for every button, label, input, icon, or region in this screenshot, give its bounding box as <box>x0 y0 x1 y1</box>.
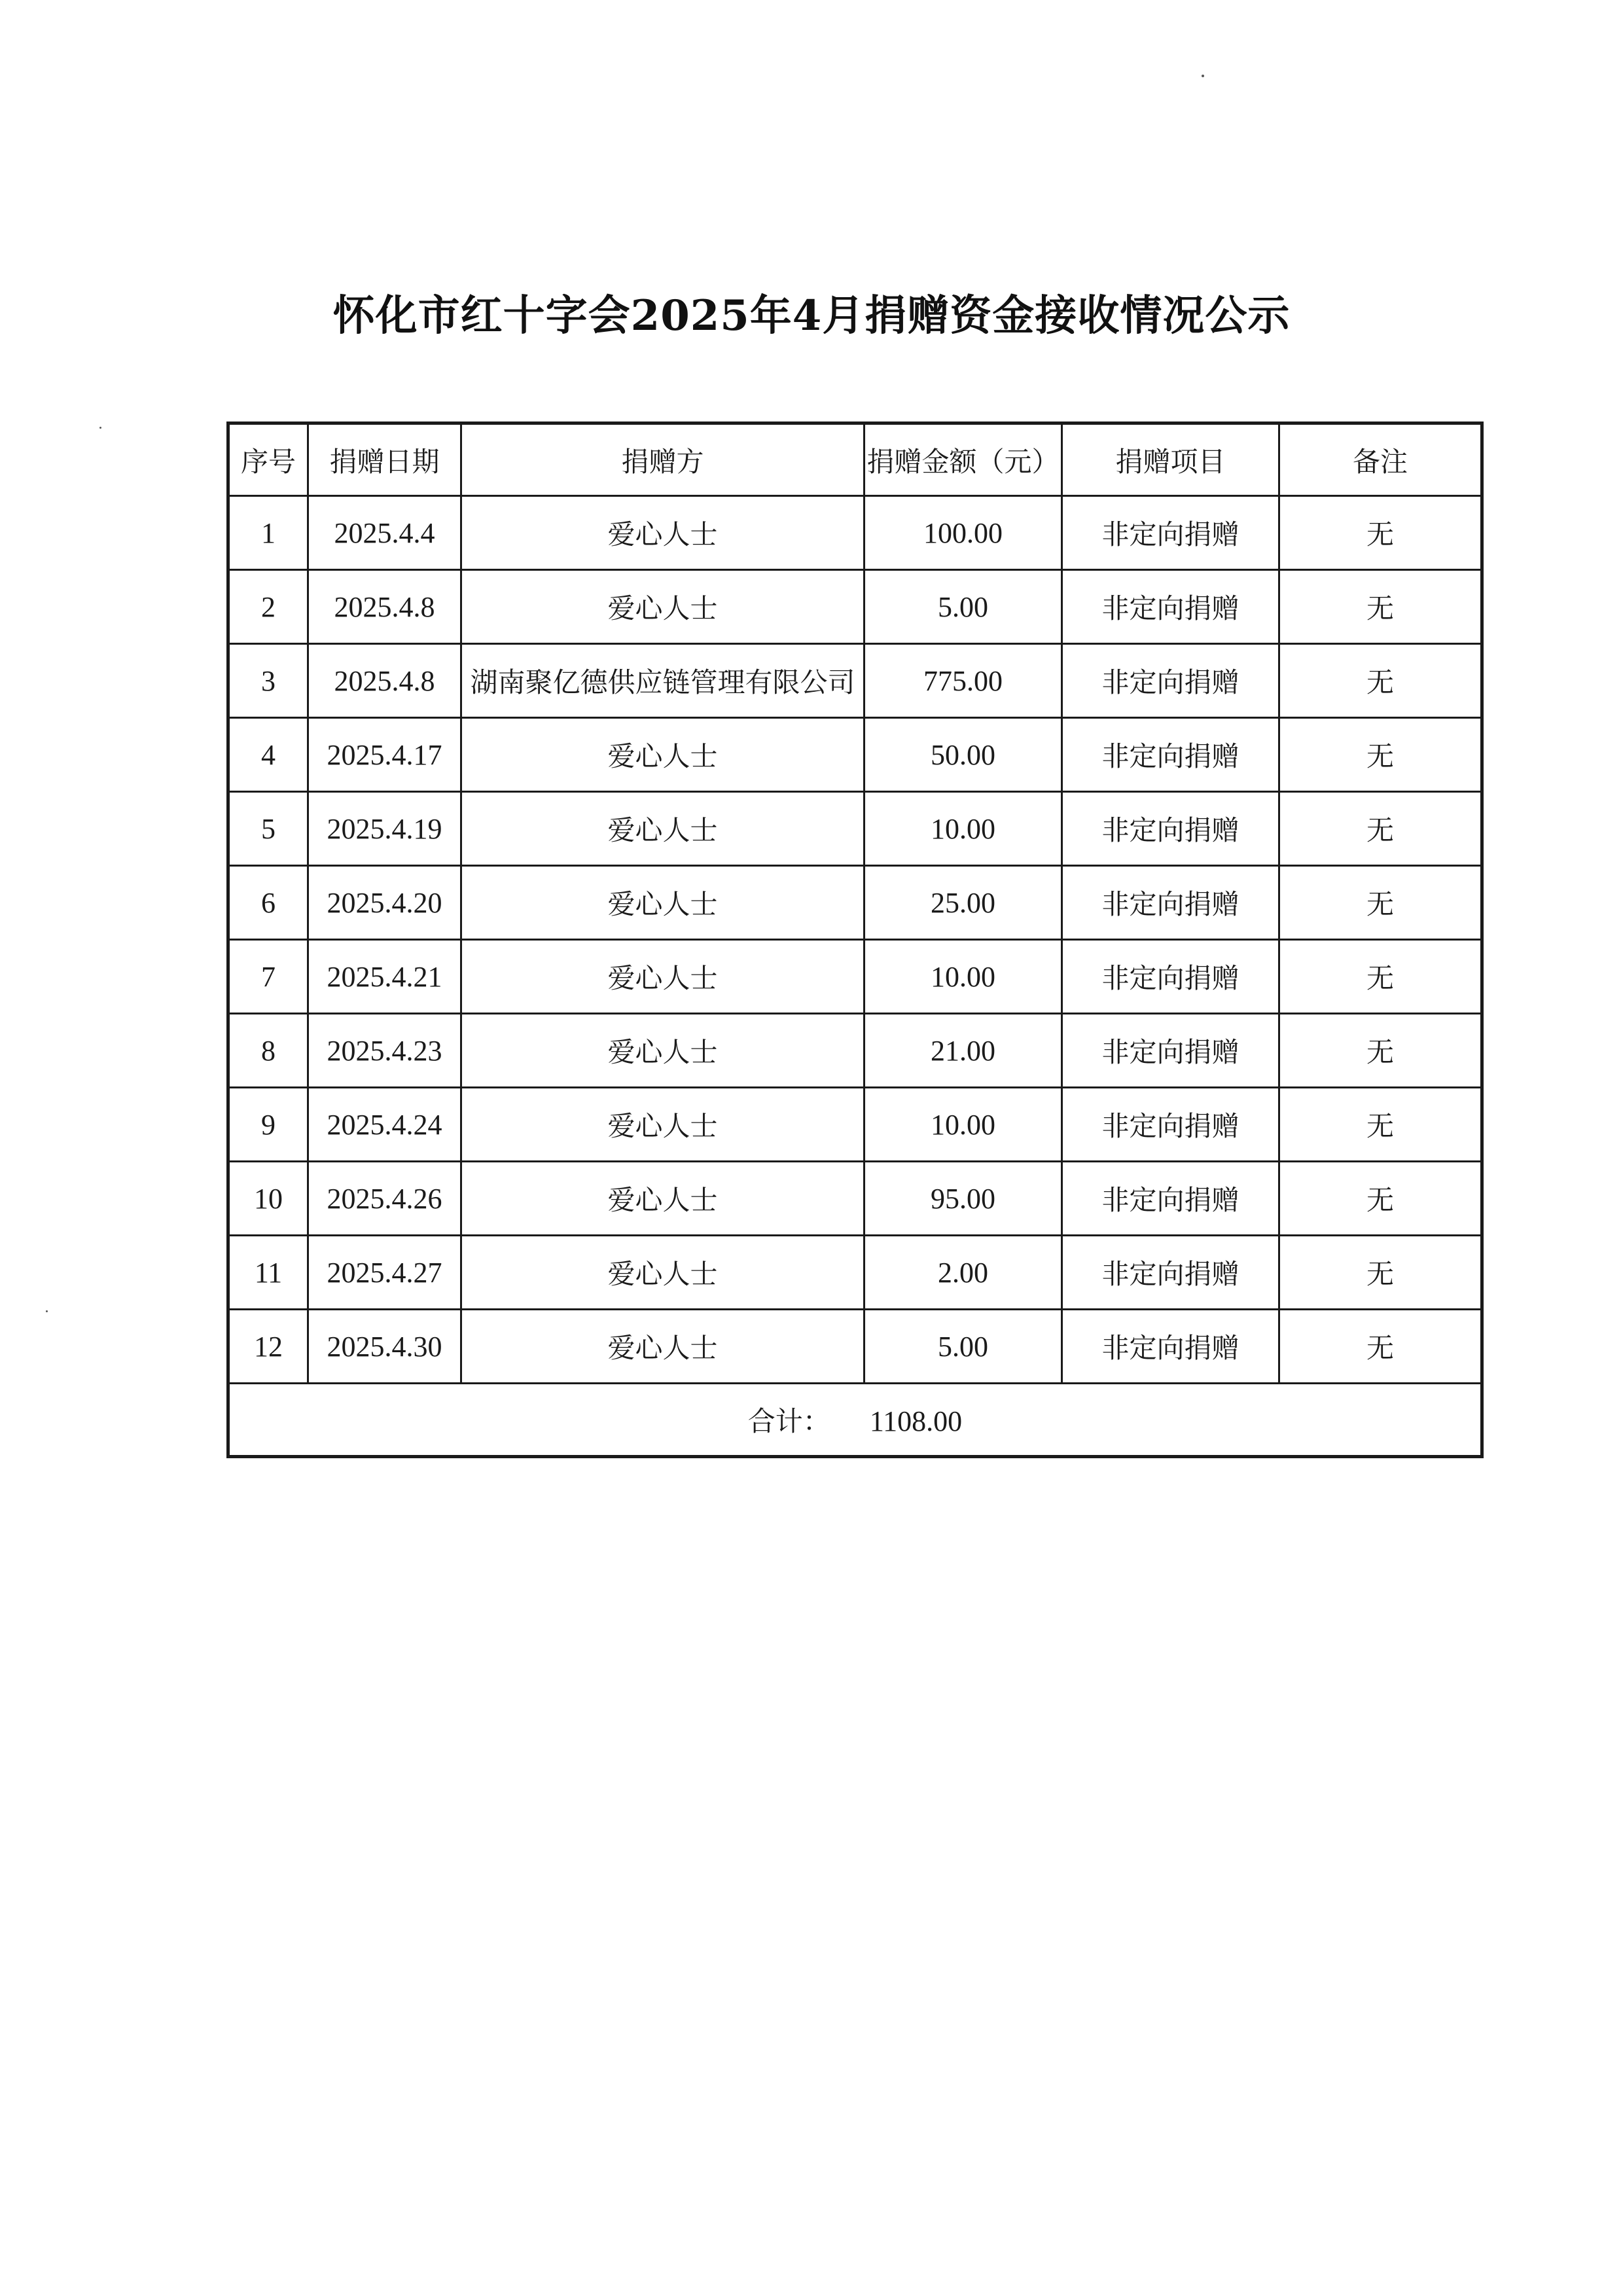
cell-date: 2025.4.8 <box>308 570 461 644</box>
cell-project: 非定向捐赠 <box>1062 866 1279 940</box>
table-row <box>228 1014 1482 1088</box>
cell-date: 2025.4.24 <box>308 1088 461 1162</box>
cell-date: 2025.4.27 <box>308 1236 461 1310</box>
table-body <box>228 496 1482 1384</box>
cell-note: 无 <box>1279 866 1482 940</box>
cell-donor: 湖南聚亿德供应链管理有限公司 <box>461 644 865 718</box>
table-row <box>228 496 1482 570</box>
header-amount: 捐赠金额（元） <box>865 423 1062 496</box>
cell-project: 非定向捐赠 <box>1062 496 1279 570</box>
cell-project: 非定向捐赠 <box>1062 570 1279 644</box>
scan-speck <box>99 427 101 429</box>
cell-amount: 100.00 <box>865 496 1062 570</box>
cell-note: 无 <box>1279 1236 1482 1310</box>
cell-donor: 爱心人士 <box>461 866 865 940</box>
cell-donor: 爱心人士 <box>461 496 865 570</box>
total-cell <box>228 1384 1482 1457</box>
table-row <box>228 718 1482 792</box>
table-row <box>228 792 1482 866</box>
cell-project: 非定向捐赠 <box>1062 1236 1279 1310</box>
header-donor: 捐赠方 <box>461 423 865 496</box>
cell-project: 非定向捐赠 <box>1062 718 1279 792</box>
cell-date: 2025.4.26 <box>308 1162 461 1236</box>
cell-note: 无 <box>1279 570 1482 644</box>
cell-donor: 爱心人士 <box>461 1236 865 1310</box>
cell-amount: 775.00 <box>865 644 1062 718</box>
scan-speck <box>46 1310 48 1312</box>
cell-note: 无 <box>1279 1088 1482 1162</box>
cell-project: 非定向捐赠 <box>1062 644 1279 718</box>
cell-note: 无 <box>1279 792 1482 866</box>
cell-date: 2025.4.19 <box>308 792 461 866</box>
cell-amount: 2.00 <box>865 1236 1062 1310</box>
table-row <box>228 1088 1482 1162</box>
cell-note: 无 <box>1279 1014 1482 1088</box>
cell-no: 7 <box>228 940 308 1014</box>
cell-amount: 50.00 <box>865 718 1062 792</box>
cell-date: 2025.4.21 <box>308 940 461 1014</box>
cell-note: 无 <box>1279 644 1482 718</box>
table-row <box>228 866 1482 940</box>
cell-amount: 10.00 <box>865 792 1062 866</box>
cell-no: 12 <box>228 1310 308 1384</box>
cell-no: 5 <box>228 792 308 866</box>
cell-date: 2025.4.20 <box>308 866 461 940</box>
cell-project: 非定向捐赠 <box>1062 1310 1279 1384</box>
header-date: 捐赠日期 <box>308 423 461 496</box>
cell-date: 2025.4.8 <box>308 644 461 718</box>
page-title: 怀化市红十字会2025年4月捐赠资金接收情况公示 <box>332 291 1291 340</box>
cell-note: 无 <box>1279 1162 1482 1236</box>
header-no: 序号 <box>228 423 308 496</box>
cell-note: 无 <box>1279 718 1482 792</box>
table-row <box>228 1162 1482 1236</box>
cell-no: 10 <box>228 1162 308 1236</box>
table-total-row <box>228 1384 1482 1457</box>
cell-amount: 25.00 <box>865 866 1062 940</box>
cell-no: 2 <box>228 570 308 644</box>
cell-amount: 21.00 <box>865 1014 1062 1088</box>
cell-note: 无 <box>1279 940 1482 1014</box>
table-row <box>228 1310 1482 1384</box>
cell-amount: 10.00 <box>865 940 1062 1014</box>
donation-table-container <box>226 422 1480 1458</box>
cell-donor: 爱心人士 <box>461 1310 865 1384</box>
table-row <box>228 570 1482 644</box>
cell-donor: 爱心人士 <box>461 1162 865 1236</box>
scan-speck <box>1202 75 1204 77</box>
cell-note: 无 <box>1279 496 1482 570</box>
header-note: 备注 <box>1279 423 1482 496</box>
donation-table <box>226 422 1484 1458</box>
cell-project: 非定向捐赠 <box>1062 1014 1279 1088</box>
cell-donor: 爱心人士 <box>461 1088 865 1162</box>
cell-donor: 爱心人士 <box>461 792 865 866</box>
cell-project: 非定向捐赠 <box>1062 940 1279 1014</box>
cell-donor: 爱心人士 <box>461 570 865 644</box>
cell-date: 2025.4.4 <box>308 496 461 570</box>
cell-amount: 95.00 <box>865 1162 1062 1236</box>
cell-amount: 5.00 <box>865 1310 1062 1384</box>
cell-no: 8 <box>228 1014 308 1088</box>
cell-date: 2025.4.17 <box>308 718 461 792</box>
cell-no: 1 <box>228 496 308 570</box>
cell-no: 11 <box>228 1236 308 1310</box>
cell-donor: 爱心人士 <box>461 1014 865 1088</box>
cell-no: 3 <box>228 644 308 718</box>
cell-no: 4 <box>228 718 308 792</box>
total-value: 1108.00 <box>869 1405 963 1437</box>
cell-project: 非定向捐赠 <box>1062 1162 1279 1236</box>
cell-amount: 10.00 <box>865 1088 1062 1162</box>
table-row <box>228 940 1482 1014</box>
cell-no: 9 <box>228 1088 308 1162</box>
cell-donor: 爱心人士 <box>461 940 865 1014</box>
table-header-row <box>228 423 1482 496</box>
cell-project: 非定向捐赠 <box>1062 792 1279 866</box>
table-row <box>228 644 1482 718</box>
table-row <box>228 1236 1482 1310</box>
cell-date: 2025.4.23 <box>308 1014 461 1088</box>
cell-date: 2025.4.30 <box>308 1310 461 1384</box>
cell-donor: 爱心人士 <box>461 718 865 792</box>
cell-amount: 5.00 <box>865 570 1062 644</box>
total-label: 合计： <box>747 1405 830 1437</box>
cell-note: 无 <box>1279 1310 1482 1384</box>
cell-no: 6 <box>228 866 308 940</box>
cell-project: 非定向捐赠 <box>1062 1088 1279 1162</box>
header-project: 捐赠项目 <box>1062 423 1279 496</box>
